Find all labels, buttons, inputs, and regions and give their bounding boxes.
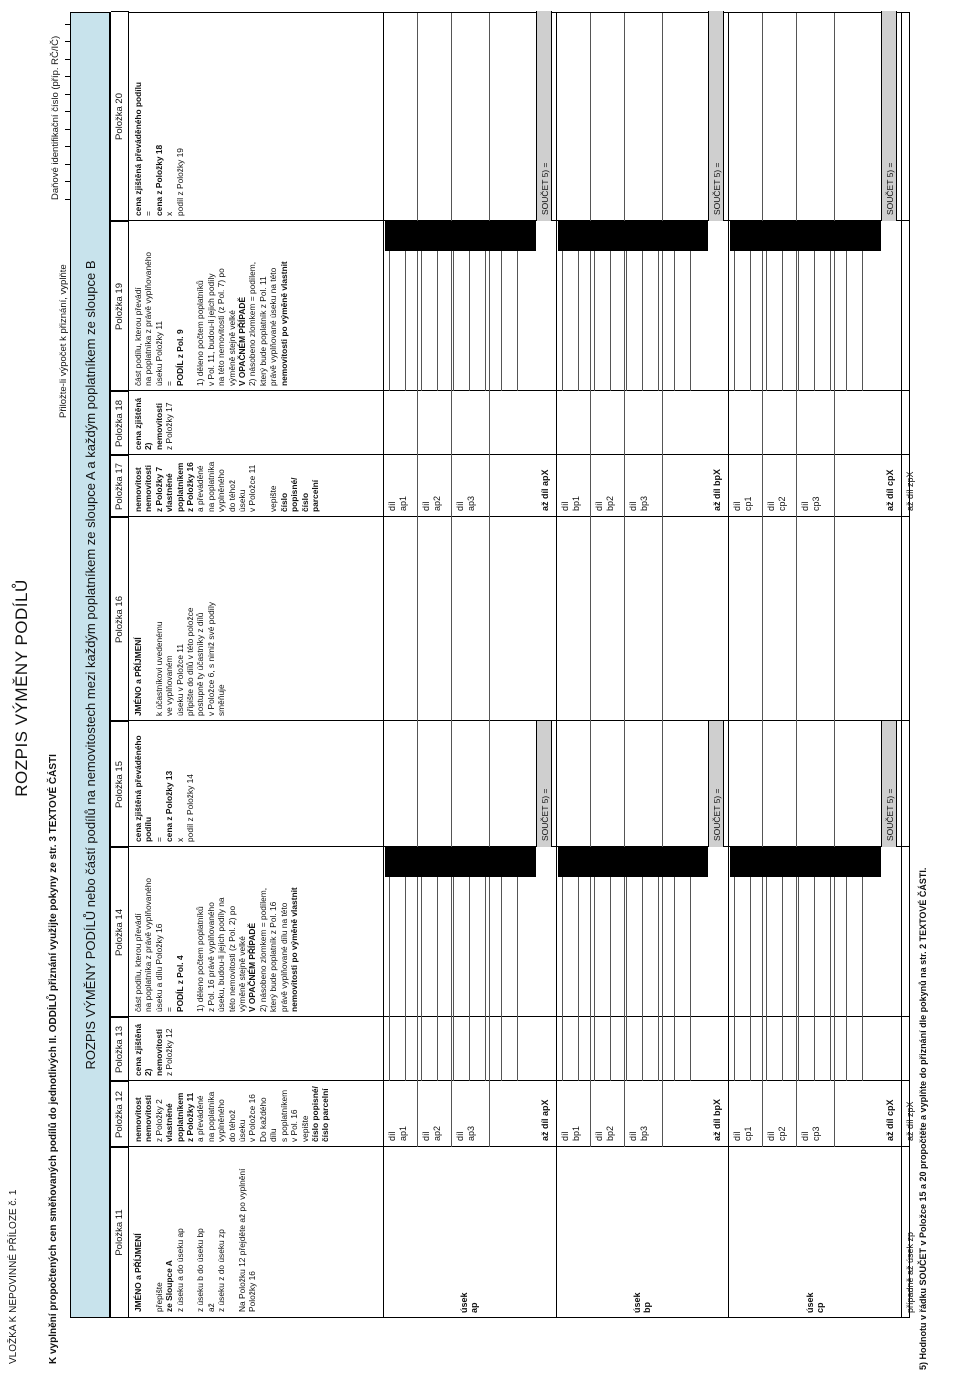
column-instructions-14: část podílu, kterou převádí na poplatníka z právě vyplňovaného úseku a dílu Položky 16 = PODÍL z Pol. 4 1) děleno počtem poplatníků z Pol. 16 právě vyplňovaného úseku, budou-li jejich podíly na této nemovitosti (z Pol. 2) po výměně stejně velké V OPAČNÉM PŘÍPADĚ 2) násobeno zlomkem = podílem, který bude poplatník z Pol. 16 právě vyplňované dílu na této nemovitosti po výměně vlastnit — [133, 877, 300, 1012]
column-header-12: Položka 12 — [111, 1081, 129, 1147]
subrow-line — [451, 13, 452, 1147]
column-divider — [111, 390, 909, 391]
end-label-cp-col12: až díl cpX — [885, 1099, 895, 1141]
column-header-18: Položka 18 — [111, 391, 129, 455]
column-instructions-12: nemovitost nemovitosti z Položky 2 vlastněné poplatníkem z Položky 11 a převáděné na poplatníka vyplněného do téhož úseku v Položce 16 Do každého dílu s poplatníkem v Pol. 16 vepište číslo popisné/ číslo parcelní — [133, 1086, 331, 1142]
grid-line — [766, 849, 767, 1081]
column-instructions-18: cena zjištěná 2) nemovitosti z Položky 17 — [133, 397, 175, 450]
sum-15-cp[interactable]: SOUČET 5) = — [881, 721, 897, 847]
end-label-ap-col16: až díl apX — [539, 469, 550, 511]
blocked-cells — [385, 221, 536, 251]
last-row-label: případně až úsek zp — [905, 1231, 915, 1313]
blocked-cells — [385, 847, 536, 877]
column-header-19: Položka 19 — [111, 221, 129, 391]
end-label-bp-col12: až díl bpX — [712, 1098, 723, 1141]
end-label-bp-col16: až díl bpX — [712, 468, 723, 511]
page-title: ROZPIS VÝMĚNY PODÍLŮ — [12, 579, 31, 797]
instructions-text: K vyplnění propočtených cen směňovaných podílů do jednotlivých II. ODDÍLŮ přiznání využijte pokyny ze str. 3 TEXTOVÉ ČÁSTI — [48, 754, 59, 1364]
sum-20-ap[interactable]: SOUČET 5) = — [536, 11, 552, 221]
column-instructions-17: nemovitost nemovitosti z Položky 7 vlastněné poplatníkem z Položky 16 a převáděné na poplatníka vyplněného do téhož úseku v Položce 11 vepište číslo popisné/ číslo parcelní — [133, 461, 320, 512]
column-divider — [111, 720, 909, 721]
dil-label-bp3-col16: díl bp3 — [627, 495, 649, 511]
column-instructions-11: JMÉNO a PŘÍJMENÍ přepište ze Sloupce A z úseku a do úseku ap z úseku b do úseku bp až z úseku z do úseku zp Na Položku 12 přejděte až po vyplnění Položky 16 — [133, 1168, 258, 1312]
dil-label-ap1-col12: díl ap1 — [387, 1125, 408, 1141]
grid-line — [846, 849, 847, 1081]
column-header-11: Položka 11 — [111, 1147, 129, 1317]
sum-15-ap[interactable]: SOUČET 5) = — [536, 721, 552, 847]
grid-line — [578, 849, 579, 1081]
column-divider — [111, 1016, 909, 1017]
dil-label-bp1-col16: díl bp1 — [559, 495, 581, 511]
section-label-ap: úsek ap — [459, 1292, 480, 1313]
grid-line — [830, 849, 831, 1081]
dil-label-bp2-col16: díl bp2 — [593, 495, 615, 511]
grid-line — [782, 849, 783, 1081]
dil-label-ap1-col16: díl ap1 — [387, 495, 408, 511]
grid-line — [501, 849, 502, 1081]
last-row-dil-col16: až díl zpX — [905, 471, 915, 511]
column-instructions-15: cena zjištěná převáděného podílu = cena z Položky 13 x podíl z Položky 14 — [133, 735, 196, 842]
tax-id-label: Daňové identifikační číslo (příp. RČ/IČ) — [50, 35, 61, 200]
section-label-bp: úsek bp — [632, 1292, 652, 1313]
column-divider — [111, 1146, 909, 1147]
dil-label-bp2-col12: díl bp2 — [593, 1125, 615, 1141]
subrow-line — [489, 13, 490, 1147]
grid-line — [562, 849, 563, 1081]
dil-label-ap3-col16: díl ap3 — [455, 495, 476, 511]
grid-line — [798, 849, 799, 1081]
column-instructions-16: JMÉNO a PŘÍJMENÍ k účastníkovi uvedenému ve vyplňovaném úseku v Položce 11 připište do dílů v této položce postupně ty účastníky z dílů v Položce 6, s nimiž své podíly směňuje — [133, 601, 227, 716]
blocked-cells — [558, 847, 709, 877]
column-header-13: Položka 13 — [111, 1017, 129, 1081]
column-divider — [111, 1080, 909, 1081]
dil-label-cp3-col16: díl cp3 — [800, 496, 822, 511]
dil-label-cp2-col12: díl cp2 — [766, 1126, 788, 1141]
grid-line — [453, 849, 454, 1081]
form-title: ROZPIS VÝMĚNY PODÍLŮ nebo částí podílů na nemovitostech mezi každým poplatníkem ze sloupce A a každým poplatníkem ze sloupce B — [70, 12, 110, 1318]
grid-line — [517, 849, 518, 1081]
dil-label-cp1-col12: díl cp1 — [732, 1126, 754, 1141]
subrow-line — [417, 13, 418, 1147]
dil-label-ap2-col12: díl ap2 — [421, 1125, 442, 1141]
dil-label-bp3-col12: díl bp3 — [627, 1125, 649, 1141]
attachment-label: VLOŽKA K NEPOVINNÉ PŘÍLOZE č. 1 — [8, 1189, 19, 1364]
table-bottom-line — [901, 13, 902, 1317]
grid-line — [734, 849, 735, 1081]
dil-label-bp1-col12: díl bp1 — [559, 1125, 581, 1141]
grid-line — [658, 849, 659, 1081]
column-header-16: Položka 16 — [111, 517, 129, 721]
grid-line — [610, 849, 611, 1081]
grid-line — [814, 849, 815, 1081]
grid-line — [750, 849, 751, 1081]
column-header-20: Položka 20 — [111, 11, 129, 221]
column-header-17: Položka 17 — [111, 455, 129, 517]
attach-note: Přiložte-li výpočet k přiznání, vyplňte — [58, 264, 69, 418]
grid-line — [389, 849, 390, 1081]
dil-label-ap2-col16: díl ap2 — [421, 495, 442, 511]
blocked-cells — [558, 221, 709, 251]
grid-line — [421, 849, 422, 1081]
subrow-line — [662, 13, 663, 1147]
column-instructions-13: cena zjištěná 2) nemovitosti z Položky 12 — [133, 1023, 175, 1076]
grid-line — [437, 849, 438, 1081]
dil-label-cp2-col16: díl cp2 — [766, 496, 788, 511]
grid-line — [405, 849, 406, 1081]
dil-label-cp3-col12: díl cp3 — [800, 1126, 822, 1141]
grid-line — [626, 849, 627, 1081]
header-body-divider — [383, 13, 384, 1317]
column-instructions-19: část podílu, kterou převádí na poplatníka z právě vyplňovaného úseku Položky 11 = PODÍL z Pol. 9 1) děleno počtem poplatníků v Pol. 11, budou-li jejich podíly na této nemovitosti (z Pol. 7) po výměně stejně velké V OPAČNÉM PŘÍPADĚ 2) násobeno zlomkem = podílem, který bude poplatník z Pol. 11 právě vyplňované úseku na této nemovitosti po výměně vlastnit — [133, 251, 289, 386]
grid-line — [594, 849, 595, 1081]
section-label-cp: úsek cp — [804, 1292, 825, 1313]
subrow-line — [590, 13, 591, 1147]
blocked-cells — [730, 221, 881, 251]
subrow-line — [762, 13, 763, 1147]
section-divider — [728, 13, 729, 1317]
sum-20-bp[interactable]: SOUČET 5) = — [708, 11, 724, 221]
last-row-dil-col12: až díl zpX — [905, 1101, 915, 1141]
grid-line — [642, 849, 643, 1081]
dil-label-cp1-col16: díl cp1 — [732, 496, 754, 511]
grid-line — [469, 849, 470, 1081]
column-instructions-20: cena zjištěná převáděného podílu = cena z Položky 18 x podíl z Položky 19 — [133, 81, 185, 216]
dil-label-ap3-col12: díl ap3 — [455, 1125, 476, 1141]
subrow-line — [834, 13, 835, 1147]
footnote: 5) Hodnotu v řádku SOUČET v Položce 15 a 20 propočtěte a vyplňte do přiznání dle pokynů na str. 2 TEXTOVÉ ČÁSTI. — [918, 867, 928, 1370]
grid-line — [485, 849, 486, 1081]
column-divider — [111, 454, 909, 455]
section-divider — [556, 13, 557, 1317]
end-label-ap-col12: až díl apX — [539, 1099, 550, 1141]
blocked-cells — [730, 847, 881, 877]
column-divider — [111, 516, 909, 517]
grid-line — [690, 849, 691, 1081]
column-header-15: Položka 15 — [111, 721, 129, 847]
column-header-14: Položka 14 — [111, 847, 129, 1017]
grid-line — [674, 849, 675, 1081]
sum-15-bp[interactable]: SOUČET 5) = — [708, 721, 724, 847]
sum-20-cp[interactable]: SOUČET 5) = — [881, 11, 897, 221]
subrow-line — [624, 13, 625, 1147]
end-label-cp-col16: až díl cpX — [885, 469, 895, 511]
exchange-table — [110, 12, 915, 1318]
grid-line — [862, 849, 863, 1081]
subrow-line — [796, 13, 797, 1147]
